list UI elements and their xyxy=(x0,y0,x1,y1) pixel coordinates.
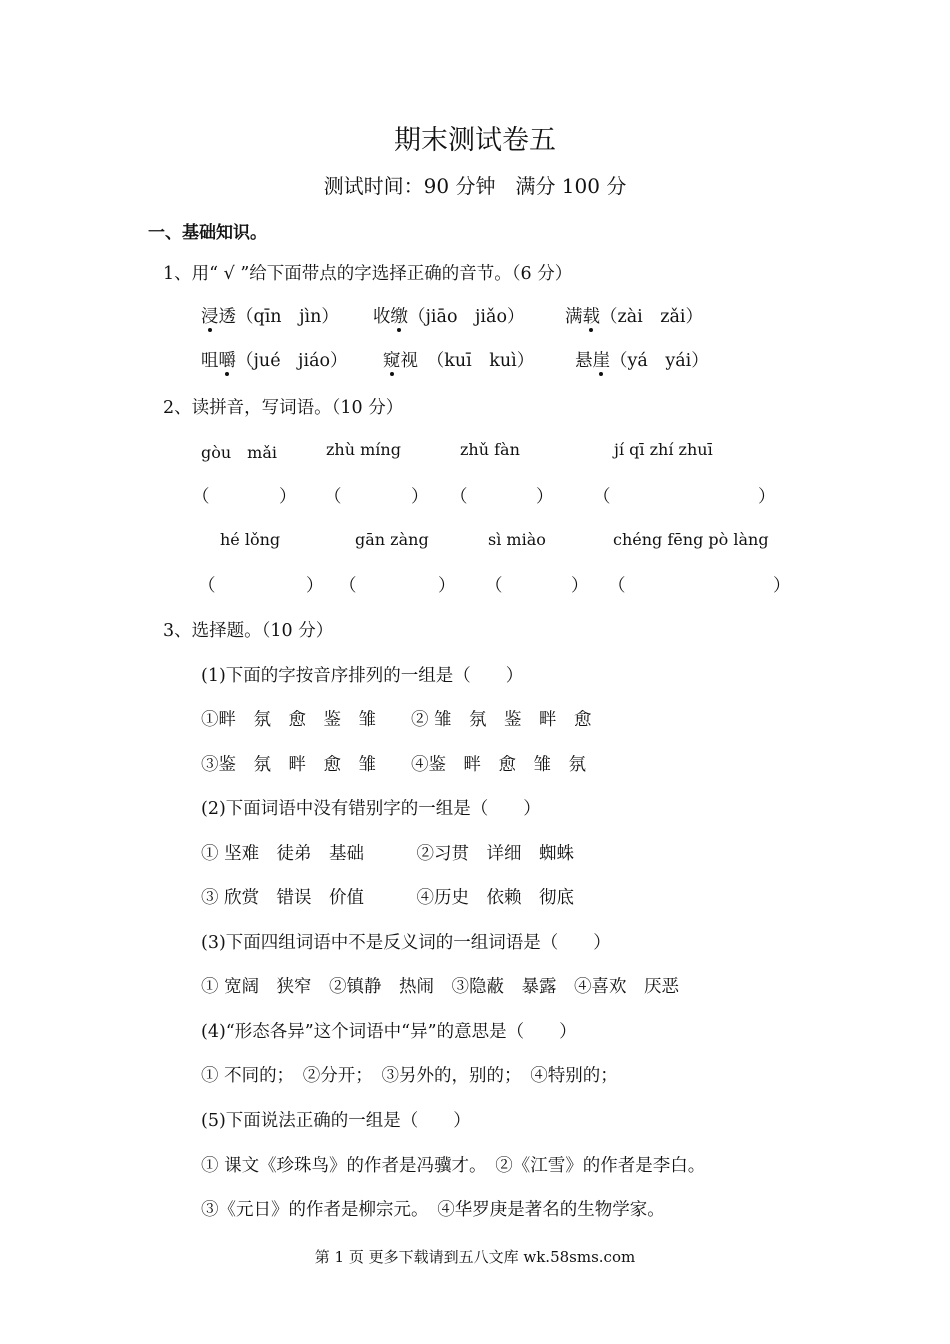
sub-question: (3)下面四组词语中不是反义词的一组词语是（ ） xyxy=(201,933,611,953)
answer-bracket-close: ） xyxy=(571,576,589,596)
question-1-heading: 1、用“ √ ”给下面带点的字选择正确的音节。（6 分） xyxy=(163,264,573,284)
pinyin-prompt: zhǔ fàn xyxy=(460,440,520,459)
q1-item: 悬崖（yá yái） xyxy=(575,351,709,371)
answer-bracket-close: ） xyxy=(536,487,554,507)
pinyin-prompt: gòu mǎi xyxy=(201,443,278,462)
q1-item: 咀嚼（jué jiáo） xyxy=(201,351,348,371)
q1-item: 窥视 （kuī kuì） xyxy=(383,351,535,371)
pinyin-prompt: zhù míng xyxy=(326,440,401,459)
answer-bracket-open: （ xyxy=(339,576,357,596)
q1-item: 满载（zài zǎi） xyxy=(565,307,704,327)
answer-bracket-open: （ xyxy=(324,487,342,507)
sub-question: (1)下面的字按音序排列的一组是（ ） xyxy=(201,666,524,686)
answer-bracket-close: ） xyxy=(279,487,297,507)
sub-question: (5)下面说法正确的一组是（ ） xyxy=(201,1111,471,1131)
section-heading: 一、基础知识。 xyxy=(148,223,267,243)
answer-options: ③《元日》的作者是柳宗元。 ④华罗庚是著名的生物学家。 xyxy=(201,1200,665,1220)
answer-bracket-open: （ xyxy=(593,487,611,507)
answer-bracket-open: （ xyxy=(198,576,216,596)
page-title: 期末测试卷五 xyxy=(394,125,556,156)
q1-item: 浸透（qīn jìn） xyxy=(201,307,339,327)
answer-options: ① 坚难 徒弟 基础 ②习贯 详细 蜘蛛 xyxy=(201,844,575,864)
answer-options: ③鉴 氛 畔 愈 雏 ④鉴 畔 愈 雏 氛 xyxy=(201,755,586,775)
answer-bracket-open: （ xyxy=(485,576,503,596)
answer-bracket-open: （ xyxy=(192,487,210,507)
q1-item: 收缴（jiāo jiǎo） xyxy=(373,307,525,327)
answer-bracket-open: （ xyxy=(450,487,468,507)
pinyin-prompt: jí qī zhí zhuī xyxy=(614,440,713,459)
pinyin-prompt: hé lǒng xyxy=(220,530,281,549)
exam-info: 测试时间：90 分钟 满分 100 分 xyxy=(323,174,627,198)
answer-bracket-close: ） xyxy=(773,576,791,596)
sub-question: (4)“形态各异”这个词语中“异”的意思是（ ） xyxy=(201,1022,577,1042)
question-3-heading: 3、选择题。（10 分） xyxy=(163,621,334,641)
answer-bracket-close: ） xyxy=(438,576,456,596)
answer-bracket-close: ） xyxy=(411,487,429,507)
answer-bracket-open: （ xyxy=(608,576,626,596)
answer-options: ③ 欣赏 错误 价值 ④历史 依赖 彻底 xyxy=(201,888,575,908)
page-footer: 第 1 页 更多下载请到五八文库 wk.58sms.com xyxy=(314,1248,636,1266)
question-2-heading: 2、读拼音，写词语。（10 分） xyxy=(163,398,404,418)
sub-question: (2)下面词语中没有错别字的一组是（ ） xyxy=(201,799,541,819)
answer-options: ① 宽阔 狭窄 ②镇静 热闹 ③隐蔽 暴露 ④喜欢 厌恶 xyxy=(201,977,680,997)
answer-bracket-close: ） xyxy=(306,576,324,596)
answer-options: ①畔 氛 愈 鉴 雏 ② 雏 氛 鉴 畔 愈 xyxy=(201,710,592,730)
pinyin-prompt: gān zàng xyxy=(355,530,429,549)
answer-options: ① 课文《珍珠鸟》的作者是冯骥才。 ②《江雪》的作者是李白。 xyxy=(201,1156,706,1176)
pinyin-prompt: chéng fēng pò làng xyxy=(613,530,769,549)
answer-bracket-close: ） xyxy=(758,487,776,507)
pinyin-prompt: sì miào xyxy=(488,530,546,549)
answer-options: ① 不同的； ②分开； ③另外的，别的； ④特别的； xyxy=(201,1066,618,1086)
